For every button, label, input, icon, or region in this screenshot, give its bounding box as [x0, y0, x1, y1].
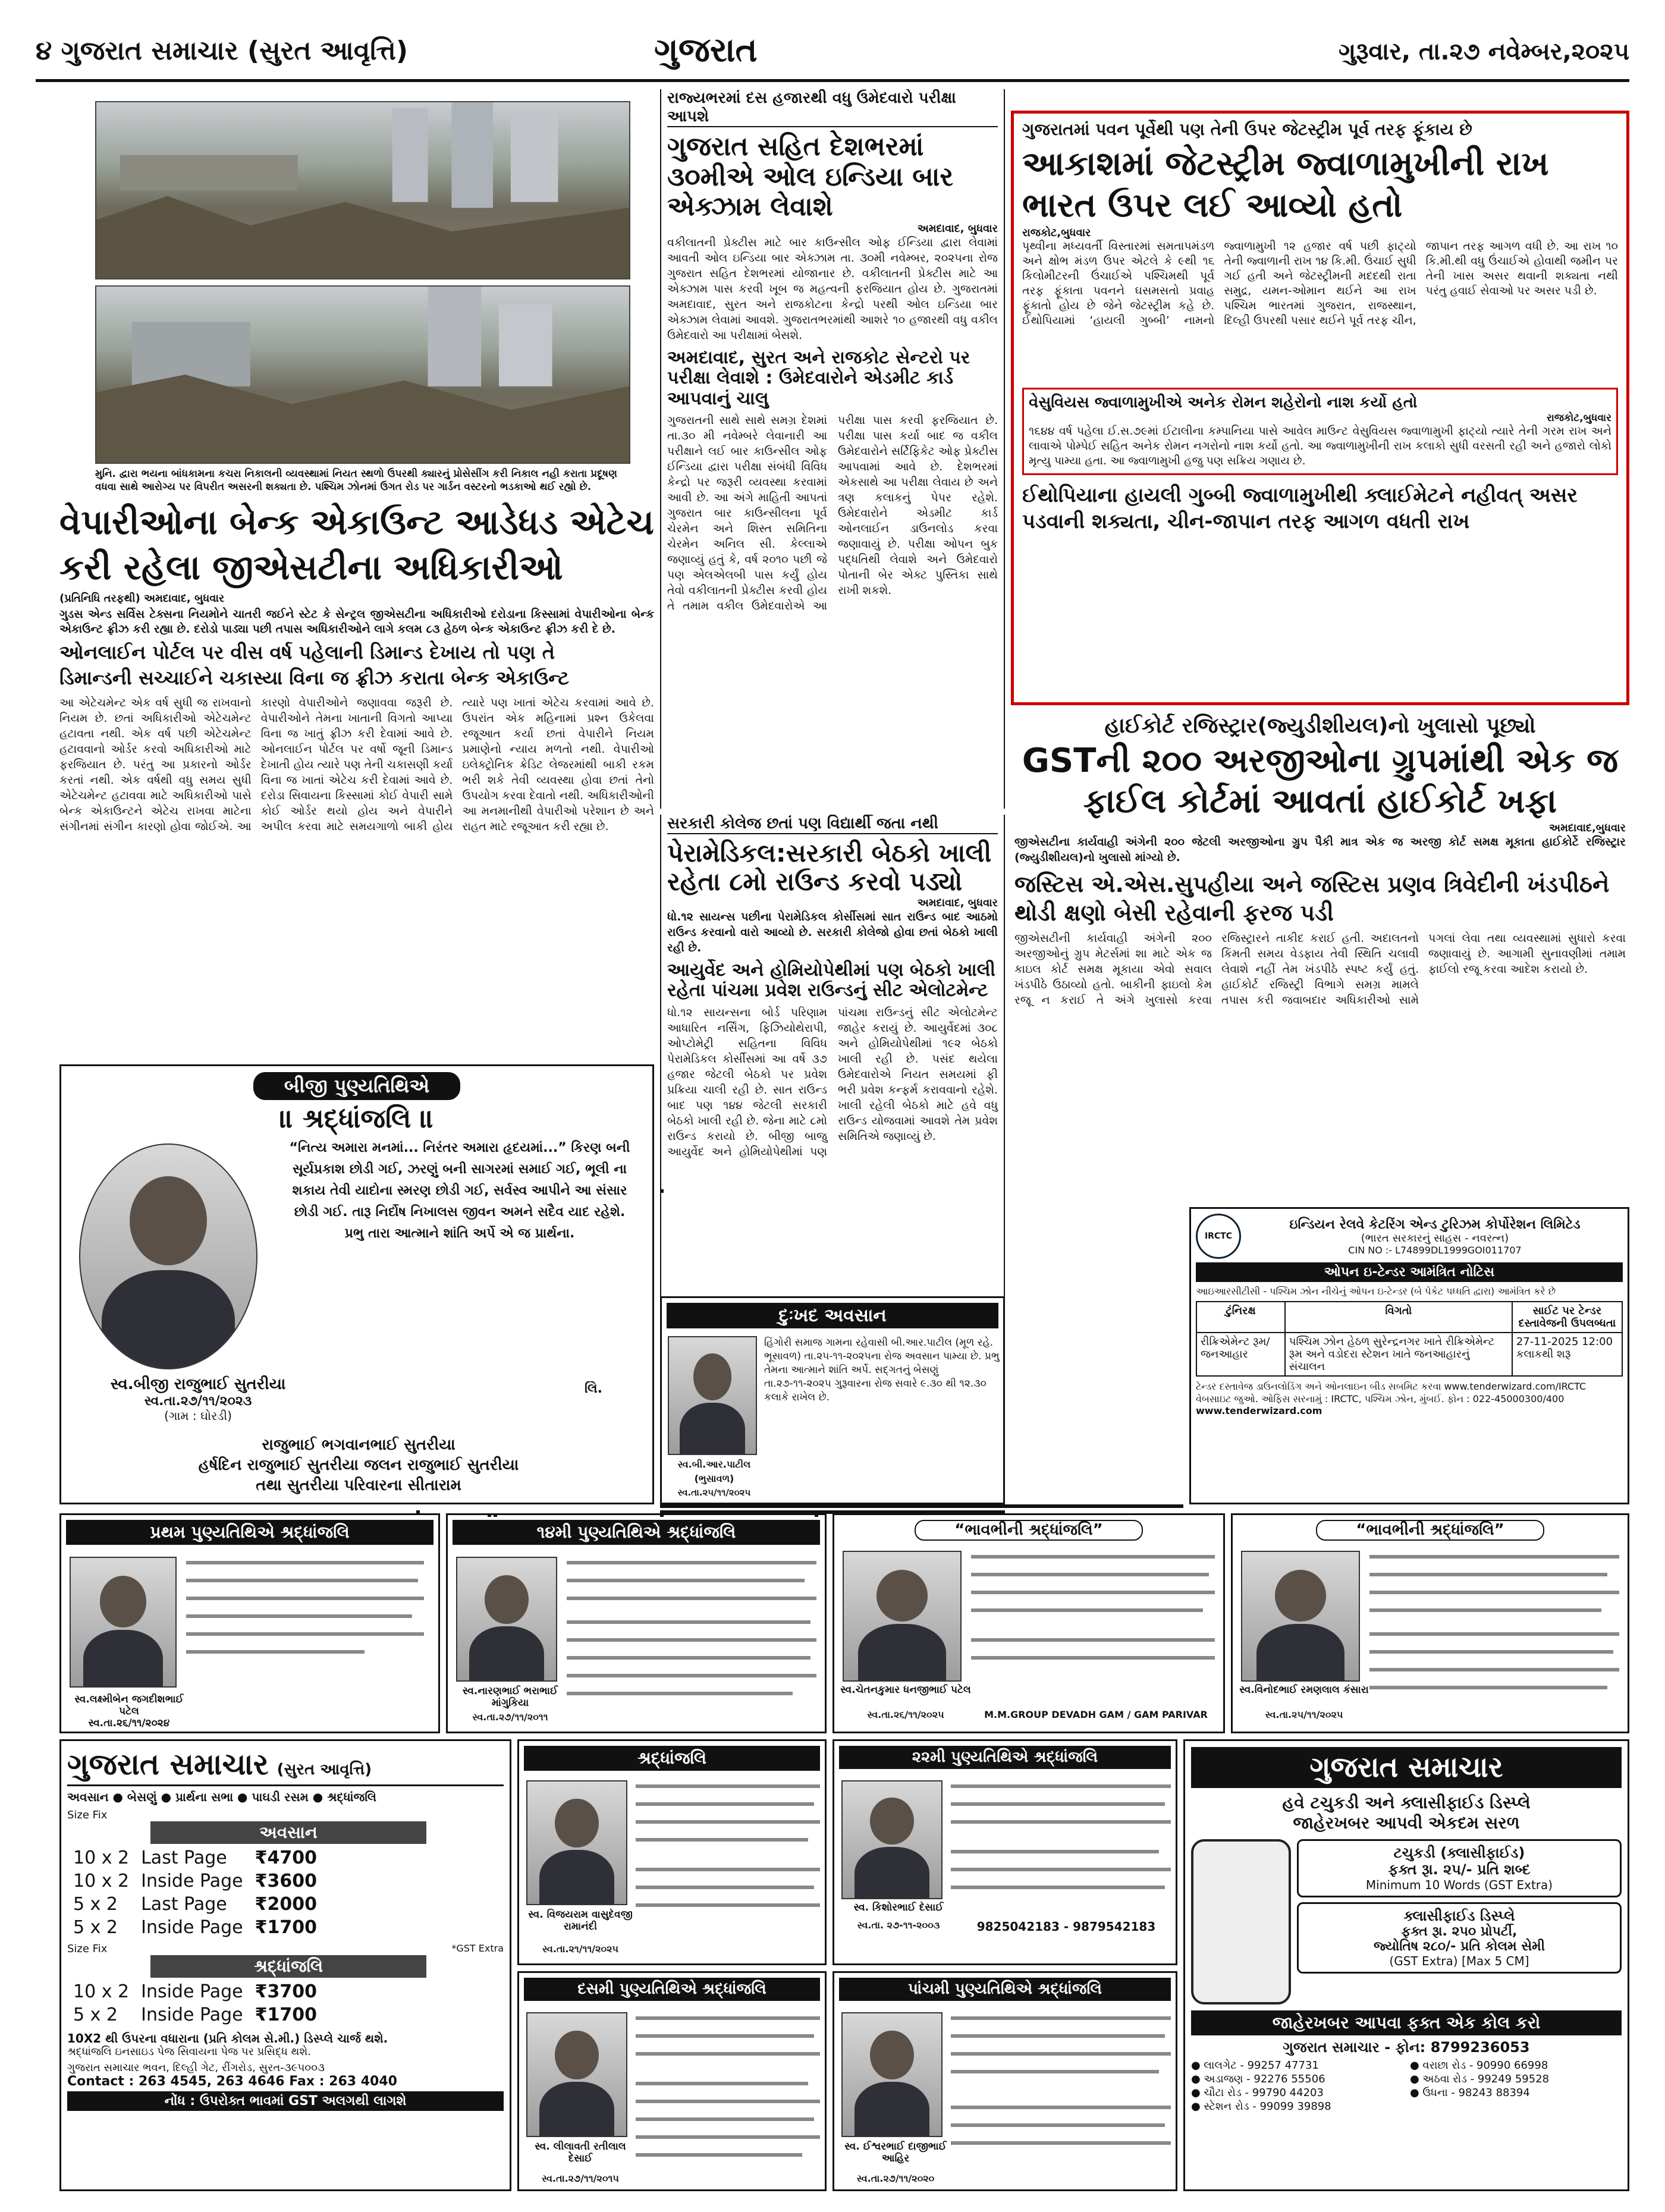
ad-14th-anniversary	[446, 1513, 827, 1733]
tender-cin: CIN NO :- L74899DL1999GOI011707	[1348, 1244, 1522, 1256]
obit-poem: “નિત્ય અમારા મનમાં... નિરંતર અમારા હૃદયમાં...” કિરણ બની સૂર્યપ્રકાશ છોડી ગઈ, ઝરણું બની સાગરમાં સમાઈ ગઈ, ભૂલી ના શકાય તેવી યાદોના સ્મરણ છોડી ગઈ, સર્વસ્વ આપીને આ સંસાર છોડી ગઈ. તારૂ નિર્દોષ નિખાલસ જીવન અમને સદૈવ યાદ રહેશે. પ્રભુ તારા આત્માને શાંતિ અર્પે એ જ પ્રાર્થના.	[289, 1140, 630, 1241]
obit-date: સ્વ.તા.૨૭/૧૧/૨૦૨૩	[144, 1394, 252, 1409]
rate-price: ₹3700	[255, 1981, 317, 2002]
gst-dateline: અમદાવાદ, બુધવાર	[144, 592, 225, 605]
vesuvius-title: વેસુવિયસ જ્વાળામુખીએ અનેક રોમન શહેરોનો નાશ કર્યો હતો	[1029, 394, 1418, 411]
highcourt-kicker: હાઈકોર્ટ રજિસ્ટ્રાર(જ્યુડીશીયલ)નો ખુલાસો પૂછ્યો	[1104, 714, 1536, 738]
rate-price: ₹1700	[255, 2004, 317, 2025]
jetstream-story	[1011, 111, 1629, 705]
bar-exam-subhead: અમદાવાદ, સુરત અને રાજકોટ સેન્ટરો પર પરીક્ષા લેવાશે : ઉમેદવારોને એડમીટ કાર્ડ આપવાનું ચાલુ	[667, 347, 970, 409]
jetstream-bottom-headline: ઈથોપિયાના હાયલી ગુબ્બી જ્વાળામુખીથી ક્લાઈમેટને નહીવત્ અસર પડવાની શક્યતા, ચીન-જાપાન તરફ આગળ વધતી રાખ	[1022, 483, 1578, 533]
rate-page: Last Page	[141, 1847, 227, 1868]
ad-bhav1-title: “ભાવભીની શ્રદ્ધાંજલિ”	[915, 1520, 1143, 1541]
ad-first-anniversary	[59, 1513, 440, 1733]
paramedical-dateline: અમદાવાદ, બુધવાર	[917, 896, 998, 909]
ad-bhav1-portrait	[843, 1551, 962, 1682]
obituary-main	[59, 1064, 654, 1504]
ad-14th-title: ૧૪મી પુણ્યતિથિએ શ્રદ્ધાંજલિ	[453, 1520, 820, 1545]
classified-box2-max: (GST Extra) [Max 5 CM]	[1389, 1954, 1529, 1968]
obit-li: લિ.	[585, 1381, 602, 1396]
gst-body: આ એટેચમેન્ટ એક વર્ષ સુધી જ રાખવાનો નિયમ છે. છતાં અધિકારીઓ એટેચમેન્ટ હટાવતા નથી. એક વર્ષ પછી એટેચમેન્ટ હટાવવાનો ઓર્ડર કરવો અધિકારીઓ માટે ફરજિયાત છે. પરંતુ આ પ્રકારનો ઓર્ડર કરતાં નથી. એક વર્ષથી વધુ સમય સુધી એટેચમેન્ટ હટાવવા માટે અધિકારીઓ પાસે બેન્ક એકાઉન્ટને એટેચ રાખવા માટેના સંગીનમાં સંગીન કારણો હોવા જોઈએ. આ કારણો વેપારીઓને જણાવવા જરૂરી છે. વેપારીઓને તેમના ખાતાની વિગતો આપ્યા વિના જ ખાતું ફ્રીઝ કરી દેવામાં આવે છે. ઓનલાઈન પોર્ટલ પર વર્ષો જૂની ડિમાન્ડ દેખાતી હોય ત્યારે પણ તેની ચકાસણી કર્યા વિના જ ખાતાં એટેચ કરી દેવામાં આવે છે. દરોડા સિવાયના કિસ્સામાં કોઈ વેપારી સામે કોઈ ઓર્ડર થયો હોય અને વેપારીને અપીલ કરવા માટે સમયગાળો બાકી હોય ત્યારે પણ ખાતાં એટેચ કરવામાં આવે છે. ઉપરાંત એક મહિનામાં પ્રશ્ન ઉકેલવા રજૂઆત કર્યા છતાં વેપારીને નિયમ પ્રમાણેનો ન્યાય મળતો નથી. વેપારીઓ ઇલેક્ટ્રોનિક ક્રેડિટ લેજરમાંથી બાકી રકમ ભરી શકે તેવી વ્યવસ્થા હોવા છતાં તેનો ઉપયોગ કરવા દેવાતો નથી. અધિકારીઓની આ મનમાનીથી વેપારીઓ પરેશાન છે અને રાહત માટે રજૂઆત કરી રહ્યા છે.	[59, 696, 654, 833]
obit-family-line: તથા સુતરીયા પરિવારના સીતારામ	[256, 1476, 461, 1494]
ratecard-table-2	[67, 1980, 323, 2026]
news-photo-top	[95, 101, 630, 279]
dukhad-name: સ્વ.બી.આર.પાટીલ	[677, 1459, 751, 1470]
gst-subhead-1: ઓનલાઈન પોર્ટલ પર વીસ વર્ષ પહેલાની ડિમાન્ડ દેખાય તો પણ તે	[59, 641, 555, 664]
paramedical-kicker: સરકારી કોલેજ છતાં પણ વિદ્યાર્થી જતા નથી	[667, 815, 998, 834]
rate-price: ₹1700	[255, 1917, 317, 1938]
classified-line-1: હવે ટચુકડી અને ક્લાસીફાઈડ ડિસ્પ્લે	[1282, 1793, 1531, 1812]
ad-first-portrait	[70, 1557, 177, 1688]
rate-price: ₹2000	[255, 1894, 317, 1915]
highcourt-story	[1011, 714, 1629, 1201]
classified-phone-list	[1191, 2059, 1622, 2113]
obit-banner: બીજી પુણ્યતિથિએ	[253, 1072, 460, 1100]
gst-byline: (પ્રતિનિધિ તરફથી)	[59, 592, 140, 605]
bar-exam-body: વકીલાતની પ્રેક્ટીસ માટે બાર કાઉન્સીલ ઓફ ઈન્ડિયા દ્વારા લેવામાં આવતી ઓલ ઇન્ડિયા બાર એક્ઝામ તા. ૩૦મી નવેમ્બર, ૨૦૨૫ના રોજ ગુજરાત સહિત દેશભરમાં યોજાનાર છે. વકીલાતની પ્રેક્ટીસ માટે આ એક્ઝામ પાસ કરવી ખૂબ જ મહત્વની ફરજિયાત હોય છે. ગુજરાતમાં અમદાવાદ, સુરત અને રાજકોટના કેન્દ્રો પરથી ઓલ ઇન્ડિયા બાર એક્ઝામ લેવામાં આવશે. ગુજરાતભરમાંથી આશરે ૧૦ હજારથી વધુ વકીલ ઉમેદવારો આ પરીક્ષામાં બેસશે.	[667, 235, 998, 342]
classified-brand: ગુજરાત સમાચાર	[1191, 1747, 1622, 1788]
obit-village: (ગામ : ઘોરડી)	[164, 1409, 232, 1423]
ad-22nd-date: સ્વ.તા. ૨૭-૧૧-૨૦૦૩	[857, 1919, 940, 1931]
jetstream-headline: આકાશમાં જેટસ્ટ્રીમ જ્વાળામુખીની રાખ ભારત ઉપર લઈ આવ્યો હતો	[1022, 144, 1549, 225]
ad-shraddhanjali	[517, 1739, 827, 1965]
ad-10th-text	[636, 2012, 820, 2167]
paramedical-headline: પેરામેડિકલ:સરકારી બેઠકો ખાલી રહેતા ૮મો રાઉન્ડ કરવો પડ્યો	[667, 838, 992, 897]
ad-10th-title: દસમી પુણ્યતિથિએ શ્રદ્ધાંજલિ	[524, 1978, 820, 2001]
classified-ad	[1183, 1739, 1629, 2191]
ad-14th-date: સ્વ.તા.૨૭/૧૧/૨૦૧૧	[472, 1711, 548, 1723]
jetstream-dateline: રાજકોટ,બુધવાર	[1022, 227, 1091, 239]
paramedical-lead: ધો.૧૨ સાયન્સ પછીના પેરામેડિકલ કોર્સીસમાં સાત રાઉન્ડ બાદ આઠમો રાઉન્ડ કરવાનો વારો આવ્યો છે. સરકારી કોલેજો હોવા છતાં બેઠકો ખાલી રહી છે.	[667, 910, 998, 954]
highcourt-lead: જીએસટીના કાર્યવાહી અંગેની ૨૦૦ જેટલી અરજીઓના ગ્રુપ પૈકી માત્ર એક જ અરજી કોર્ટ સમક્ષ મૂકાતા હાઈકોર્ટે રજિસ્ટ્રાર (જ્યુડીશીયલ)નો ખુલાસો માંગ્યો છે.	[1014, 835, 1626, 864]
highcourt-subhead: જસ્ટિસ એ.એસ.સુપહીયા અને જસ્ટિસ પ્રણવ ત્રિવેદીની ખંડપીઠને થોડી ક્ષણો બેસી રહેવાની ફરજ પડી	[1014, 871, 1610, 926]
ratecard-gst-extra: *GST Extra	[451, 1943, 504, 1954]
tender-col-header: વિગતો	[1285, 1302, 1512, 1333]
rate-size: 10 x 2	[73, 1847, 130, 1868]
rate-size: 5 x 2	[73, 2004, 118, 2025]
ad-bhav1-name: સ્વ.ચેતનકુમાર ધનજીભાઈ પટેલ	[840, 1684, 971, 1696]
bar-exam-headline: ગુજરાત સહિત દેશભરમાં ૩૦મીએ ઓલ ઇન્ડિયા બાર એક્ઝામ લેવાશે	[667, 131, 954, 222]
jetstream-body: પૃથ્વીના મધ્યવર્તી વિસ્તારમાં સમતાપમંડળ અને ક્ષોભ મંડળ ઉપર એટલે કે ૯થી ૧૬ કિલોમીટરની ઉંચાઈએ પશ્ચિમથી પૂર્વ તરફ ફૂંકાતા પવનને ઘસમસતો પ્રવાહ ફૂંકાતો હોય છે જેને જેટસ્ટ્રીમ કહે છે. ઈથોપિયામાં ‘હાયલી ગુબ્બી’ નામનો જ્વાળામુખી ૧૨ હજાર વર્ષ પછી ફાટ્યો તેની જ્વાળાની રાખ ૧૪ કિ.મી. ઉંચાઈ સુધી ગઈ હતી અને જેટસ્ટ્રીમની મદદથી રાતા સમુદ્ર, યમન-ઓમાન થઈને આ રાખ પશ્ચિમ ભારતમાં ગુજરાત, રાજસ્થાન, દિલ્હી ઉપરથી પસાર થઈને પૂર્વ તરફ ચીન, જાપાન તરફ આગળ વધી છે. આ રાખ ૧૦ કિ.મી.થી વધુ ઉંચાઈએ હોવાથી જમીન પર તેની ખાસ અસર થવાની શક્યતા નથી પરંતુ હવાઈ સેવાઓ પર અસર પડી છે.	[1022, 240, 1618, 327]
ratecard-contact: Contact : 263 4545, 263 4646 Fax : 263 4040	[67, 2074, 397, 2089]
photo-caption: મુનિ. દ્વારા ભયના બાંધકામના કચરા નિકાલની વ્યવસ્થામાં નિયત સ્થળો ઉપરથી ક્યારનું પ્રોસેસીંગ કરી નિકાલ નહી કરાતા પ્રદૂષણ વધવા સાથે આરોગ્ય પર વિપરીત અસરની શક્યતા છે. પશ્ચિમ ઝોનમાં ઉગત રોડ પર ગાર્ડન વસ્ટરનો ભડકાઓ થઈ રહ્યો છે.	[95, 468, 618, 493]
classified-line-2: જાહેરખબર આપવી એકદમ સરળ	[1293, 1813, 1520, 1833]
phone-graphic	[1191, 1839, 1291, 2004]
ad-shraddh-text	[636, 1780, 820, 1929]
ratecard-address: ગુજરાત સમાચાર ભવન, દિલ્હી ગેટ, રીંગરોડ, સુરત-૩૯૫૦૦૩	[67, 2062, 325, 2074]
ad-5th-portrait	[841, 2012, 943, 2137]
rate-size: 5 x 2	[73, 1917, 118, 1938]
ad-22nd-name: સ્વ. કિશોરભાઈ દેસાઈ	[853, 1902, 944, 1913]
classified-box2-title: ક્લાસીફાઈડ ડિસ્પ્લે	[1403, 1908, 1515, 1924]
classified-phone-main: ગુજરાત સમાચાર - ફોન: 8799236053	[1283, 2039, 1530, 2056]
ad-bhavbhini-1	[832, 1513, 1225, 1733]
rate-price: ₹4700	[255, 1847, 317, 1868]
tender-footer: ટેન્ડર દસ્તાવેજ ડાઉનલોડિંગ અને ઓનલાઇન બીડ સબમિટ કરવા www.tenderwizard.com/IRCTC વેબસાઇટ જુઓ. ઓફિસ સરનામું : IRCTC, પશ્ચિમ ઝોન, મુંબઈ. ફોન : 022-45000300/400	[1196, 1381, 1587, 1405]
dukhad-title: દુઃખદ અવસાન	[667, 1303, 998, 1328]
tender-table	[1196, 1301, 1623, 1377]
ratecard-edition: (સુરત આવૃત્તિ)	[277, 1761, 372, 1779]
ad-14th-text	[567, 1557, 816, 1711]
branch-phone: ● લાલગેટ - 99257 47731	[1191, 2059, 1319, 2072]
classified-box1-rate: ફક્ત રૂા. ૨૫/- પ્રતિ શબ્દ	[1388, 1861, 1531, 1878]
ad-shraddh-date: સ્વ.તા.૨૧/૧૧/૨૦૨૫	[542, 1943, 619, 1955]
vesuvius-body: ૧૬૪૪ વર્ષ પહેલા ઈ.સ.૭૯માં ઈટાલીના કમ્પાનિયા પાસે આવેલ માઉન્ટ વેસુવિયસ જ્વાળામુખી ફાટ્યો ત્યારે તેની ગરમ રાખ અને લાવાએ પોમ્પેઈ સહિત અનેક રોમન નગરોનો નાશ કર્યો હતો. આ જ્વાળામુખીની રાખ કલાકો સુધી વરસતી રહી અને હજારો લોકો મૃત્યુ પામ્યા હતા. આ જ્વાળામુખી હજુ પણ સક્રિય ગણાય છે.	[1029, 424, 1611, 467]
irctc-tender	[1189, 1207, 1629, 1504]
irctc-logo: IRCTC	[1196, 1214, 1241, 1259]
ratecard-size-fix: Size Fix	[67, 1809, 108, 1821]
branch-phone: ● વરાછા રોડ - 90990 66998	[1410, 2059, 1548, 2072]
obit-name: સ્વ.બીજી રાજુભાઈ સુતરીયા	[110, 1375, 286, 1393]
vesuvius-inset	[1022, 388, 1618, 475]
bar-exam-dateline: અમદાવાદ, બુધવાર	[917, 222, 998, 235]
ad-first-name: સ્વ.લક્ષ્મીબેન જગદીશભાઈ પટેલ	[74, 1693, 184, 1717]
obit-portrait	[79, 1143, 257, 1369]
tender-col-header: ટુંનિરક્ષ	[1196, 1302, 1285, 1333]
ad-bhav2-title: “ભાવભીની શ્રદ્ધાંજલિ”	[1316, 1520, 1544, 1541]
ad-shraddh-title: શ્રદ્ધાંજલિ	[524, 1746, 820, 1771]
branch-phone: ● ઉધના - 98243 88394	[1410, 2087, 1530, 2099]
ad-bhav1-date: સ્વ.તા.૨૬/૧૧/૨૦૨૫	[867, 1709, 944, 1720]
ad-10th-anniversary	[517, 1971, 827, 2191]
classified-box1-title: ટચુકડી (ક્લાસીફાઈડ)	[1393, 1845, 1525, 1861]
ad-22nd-text	[951, 1780, 1171, 1893]
dukhad-body: હિંગોરી સમાજ ગામના રહેવાસી બી.આર.પાટીલ (મૂળ રહે. ભૂસાવળ) તા.૨૫-૧૧-૨૦૨૫ના રોજ અવસાન પામ્યા છે. પ્રભુ તેમના આત્માને શાંતિ અર્પે. સદ્ગતનું બેસણું તા.૨૭-૧૧-૨૦૨૫ ગુરૂવારના રોજ સવારે ૯.૩૦ થી ૧૨.૩૦ કલાકે રાખેલ છે.	[764, 1337, 1000, 1403]
section-title: ગુજરાત	[654, 31, 758, 70]
ad-bhav2-date: સ્વ.તા.૨૫/૧૧/૨૦૨૫	[1265, 1709, 1343, 1720]
ratecard-size-fix-2: Size Fix	[67, 1943, 108, 1955]
gst-story	[59, 499, 654, 1058]
ad-5th-date: સ્વ.તા.૨૭/૧૧/૨૦૨૦	[856, 2173, 935, 2184]
obit-family-line: રાજુભાઈ ભગવાનભાઈ સુતરીયા	[262, 1436, 455, 1454]
ad-10th-portrait	[526, 2012, 627, 2137]
gst-subhead-2: ડિમાન્ડની સચ્ચાઈને ચકાસ્યા વિના જ ફ્રીઝ કરાતા બેન્ક એકાઉન્ટ	[59, 666, 569, 689]
dukhad-place: (ભુસાવળ)	[694, 1473, 734, 1484]
rate-size: 10 x 2	[73, 1981, 130, 2002]
rate-page: Inside Page	[141, 1981, 243, 2002]
bar-exam-body-2: ગુજરાતની સાથે સાથે સમગ્ર દેશમાં તા.૩૦ મી નવેમ્બરે લેવાનારી આ પરીક્ષાને લઈ બાર કાઉન્સીલ ઓફ ઈન્ડિયા દ્વારા પરીક્ષા સંબંધી વિવિધ કેન્દ્રો પર જરૂરી વ્યવસ્થા કરવામાં આવી છે. આ અંગે માહિતી આપતાં ગુજરાત બાર કાઉન્સીલના પૂર્વ ચેરમેન અને શિસ્ત સમિતિના ચેરમેન અનિલ સી. કેલ્લાએ જણાવ્યું હતું કે, વર્ષ ૨૦૧૦ પછી જે પણ એલએલબી પાસ કર્યું હોય તેવો વકીલાતની પ્રેક્ટીસ કરવી હોય તે તમામ વકીલ ઉમેદવારોએ આ પરીક્ષા પાસ કરવી ફરજિયાત છે. પરીક્ષા પાસ કર્યા બાદ જ વકીલ ઉમેદવારોને સર્ટિફિકેટ ઓફ પ્રેક્ટીસ આપવામાં આવે છે. દેશભરમાં એકસાથે આ પરીક્ષા લેવાય છે અને ત્રણ કલાકનું પેપર રહેશે. ઉમેદવારોને એડમીટ કાર્ડ ઓનલાઈન ડાઉનલોડ કરવા જણાવાયું છે. પરીક્ષા ઓપન બુક પદ્ધતિથી લેવાશે અને ઉમેદવારો પોતાની બેર એક્ટ પુસ્તિકા સાથે રાખી શકશે.	[667, 414, 998, 613]
page-label: ૪ ગુજરાત સમાચાર (સુરત આવૃત્તિ)	[36, 36, 408, 66]
rate-page: Inside Page	[141, 2004, 243, 2025]
ad-14th-name: સ્વ.નારણભાઈ ભરાભાઈ માંગુકિયા	[462, 1685, 558, 1709]
ratecard-note-1: 10X2 થી ઉપરના વધારાના (પ્રતિ કોલમ સે.મી.) ડિસ્પ્લે ચાર્જ થશે.	[67, 2031, 388, 2046]
branch-phone: ● સ્ટેશન રોડ - 99099 39898	[1191, 2100, 1331, 2113]
ad-5th-anniversary	[832, 1971, 1177, 2191]
divider	[660, 1504, 1183, 1508]
ad-bhav2-text	[1369, 1551, 1619, 1705]
branch-phone: ● અડાજણ - 92276 55506	[1191, 2073, 1325, 2085]
ad-bhav2-portrait	[1241, 1551, 1360, 1682]
classified-box2-rate-2: જ્યોતિષ ૨૮૦/- પ્રતિ કોલમ સેમી	[1374, 1939, 1545, 1954]
classified-box1-min: Minimum 10 Words (GST Extra)	[1365, 1878, 1553, 1892]
jetstream-kicker: ગુજરાતમાં પવન પૂર્વેથી પણ તેની ઉપર જેટસ્ટ્રીમ પૂર્વ તરફ ફૂંકાય છે	[1022, 120, 1472, 139]
ad-14th-portrait	[456, 1557, 557, 1682]
classified-box2-rate: ફક્ત રૂા. ૨૫૦ પ્રોપર્ટી,	[1401, 1924, 1518, 1939]
divider	[660, 1189, 664, 1193]
ad-22nd-title: ૨૨મી પુણ્યતિથિએ શ્રદ્ધાંજલિ	[839, 1746, 1171, 1769]
dukhad-portrait	[668, 1336, 757, 1455]
issue-date: ગુરૂવાર, તા.૨૭ નવેમ્બર,૨૦૨૫	[1339, 38, 1629, 65]
rate-card	[59, 1739, 511, 2191]
dukhad-date: સ્વ.તા.૨૫/૧૧/૨૦૨૫	[677, 1487, 751, 1498]
highcourt-headline: GSTની ૨૦૦ અરજીઓના ગ્રુપમાંથી એક જ ફાઈલ કોર્ટમાં આવતાં હાઈકોર્ટ ખફા	[1022, 741, 1619, 821]
rate-page: Inside Page	[141, 1871, 243, 1891]
ad-first-title: પ્રથમ પુણ્યતિથિએ શ્રદ્ધાંજલિ	[66, 1520, 433, 1545]
bar-exam-kicker: રાજ્યભરમાં દસ હજારથી વધુ ઉમેદવારો પરીક્ષા આપશે	[667, 89, 998, 127]
ad-22nd-phone: 9825042183 - 9879542183	[976, 1919, 1156, 1934]
ad-10th-date: સ્વ.તા.૨૭/૧૧/૨૦૧૫	[542, 2173, 619, 2184]
rate-page: Inside Page	[141, 1917, 243, 1938]
ad-5th-text	[951, 2012, 1171, 2167]
rate-price: ₹3600	[255, 1871, 317, 1891]
ratecard-sec2: શ્રદ્ધાંજલિ	[150, 1955, 426, 1978]
ratecard-brand: ગુજરાત સમાચાર	[67, 1747, 269, 1781]
obit-title: ॥ શ્રદ્ધાંજલિ ॥	[279, 1104, 434, 1134]
rate-page: Last Page	[141, 1894, 227, 1915]
ratecard-sec1: અવસાન	[150, 1821, 426, 1844]
ratecard-note-2: શ્રદ્ધાંજલિ ઇનસાઇડ પેજ સિવાયના પેજ પર પ્રસિદ્ધ થશે.	[67, 2046, 311, 2058]
ad-shraddh-name: સ્વ. વિજયરામ વાસુદેવજી રામાનંદી	[528, 1909, 633, 1933]
rate-size: 5 x 2	[73, 1894, 118, 1915]
ad-first-text	[186, 1557, 430, 1676]
branch-phone: ● અઠવા રોડ - 99249 59528	[1410, 2073, 1550, 2085]
vesuvius-dateline: રાજકોટ,બુધવાર	[1546, 411, 1611, 424]
tender-org-sub: (ભારત સરકારનું સાહસ - નવરત્ન)	[1361, 1231, 1509, 1245]
obit-family	[85, 1435, 632, 1495]
ad-bhav1-text	[971, 1551, 1215, 1664]
ad-first-date: સ્વ.તા.૨૬/૧૧/૨૦૨૪	[88, 1717, 170, 1729]
highcourt-body: જીએસટીની કાર્યવાહી અંગેની ૨૦૦ અરજીઓનું ગ્રુપ મેટર્સમાં શા માટે એક જ કાઇલ કોર્ટ સમક્ષ મૂકાયા એવો સવાલ ખંડપીઠે ઉઠાવ્યો હતો. બાકીની ફાઇલો કેમ રજૂ ન કરાઈ તે અંગે ખુલાસો કરવા રજિસ્ટ્રારને તાકીદ કરાઈ હતી. અદાલતનો કિંમતી સમય વેડફાય તેવી સ્થિતિ ચલાવી લેવાશે નહીં તેમ ખંડપીઠે સ્પષ્ટ કર્યું હતું. હાઈકોર્ટ રજિસ્ટ્રી વિભાગે સમગ્ર મામલે તપાસ કરી જવાબદાર અધિકારીઓ સામે પગલાં લેવા તથા વ્યવસ્થામાં સુધારો કરવા જણાવાયું છે. આગામી સુનાવણીમાં તમામ ફાઈલો રજૂ કરવા આદેશ કરાયો છે.	[1014, 932, 1626, 1007]
paramedical-body: ધો.૧૨ સાયન્સના બોર્ડ પરિણામ આધારિત નર્સિંગ, ફિઝિયોથેરાપી, ઓપ્ટોમેટ્રી સહિતના વિવિધ પેરામેડિકલ કોર્સીસમાં આ વર્ષે ૩૭ હજાર જેટલી બેઠકો પર પ્રવેશ પ્રક્રિયા ચાલી રહી છે. સાત રાઉન્ડ બાદ પણ ૧૪૪ જેટલી સરકારી બેઠકો ખાલી રહી છે. જેના માટે ૮મો રાઉન્ડ કરાયો છે. બીજી બાજુ આયુર્વેદ અને હોમિયોપેથીમાં પણ પાંચમા રાઉન્ડનું સીટ એલોટમેન્ટ જાહેર કરાયું છે. આયુર્વેદમાં ૩૦૮ અને હોમિયોપેથીમાં ૧૯૨ બેઠકો ખાલી રહી છે. પસંદ થયેલા ઉમેદવારોએ નિયત સમયમાં ફી ભરી પ્રવેશ કન્ફર્મ કરાવવાનો રહેશે. ખાલી રહેલી બેઠકો માટે હવે વધુ રાઉન્ડ યોજવામાં આવશે તેમ પ્રવેશ સમિતિએ જણાવ્યું છે.	[667, 1006, 998, 1158]
ratecard-gst-note: નોંધ : ઉપરોક્ત ભાવમાં GST અલગથી લાગશે	[67, 2091, 504, 2111]
tender-cell: રીક્રિએમેન્ટ રૂમ/ જનઆહાર	[1196, 1333, 1285, 1376]
ad-5th-name: સ્વ. ઈશ્વરભાઈ દાજીભાઈ આહિર	[844, 2141, 947, 2164]
news-photo-bottom	[95, 285, 630, 464]
ad-shraddh-portrait	[526, 1780, 627, 1905]
gst-lead: ગુડસ એન્ડ સર્વિસ ટેક્સના નિયમોને ચાતરી જઈને સ્ટેટ કે સેન્ટ્રલ જીએસટીના અધિકારીઓ દરોડાના કિસ્સામાં વેપારીઓના બેન્ક એકાઉન્ટ ફ્રીઝ કરી રહ્યા છે. દરોડો પાડ્યા પછી તપાસ અધિકારીઓને લાગે કલમ ૮૩ હેઠળ બેન્ક એકાઉન્ટ ફ્રીઝ કરી દે છે.	[59, 608, 654, 636]
tender-cell: પશ્ચિમ ઝોન હેઠળ સુરેન્દ્રનગર ખાતે રીક્રિએમેન્ટ રૂમ અને વડોદરા સ્ટેશન ખાતે જનઆહારનું સંચાલન	[1285, 1333, 1512, 1376]
ratecard-table-1	[67, 1846, 323, 1939]
tender-org: ઇન્ડિયન રેલવે કેટરિંગ એન્ડ ટુરિઝમ કોર્પોરેશન લિમિટેડ	[1289, 1217, 1581, 1232]
tender-intro: આઇઆરસીટીસી - પશ્ચિમ ઝોન નીચેનું ઓપન ઇ-ટેન્ડર (બે પેકેટ પધ્ધતિ દ્વારા) આમંત્રિત કરે છે	[1196, 1286, 1556, 1297]
ad-22nd-anniversary	[832, 1739, 1177, 1965]
ad-bhavbhini-2	[1231, 1513, 1629, 1733]
rate-size: 10 x 2	[73, 1871, 130, 1891]
ad-5th-title: પાંચમી પુણ્યતિથિએ શ્રદ્ધાંજલિ	[839, 1978, 1171, 2001]
ad-bhav2-name: સ્વ.વિનોદભાઈ રમણલાલ કંસારા	[1239, 1684, 1369, 1696]
ad-bhav1-footer: M.M.GROUP DEVADH GAM / GAM PARIVAR	[984, 1709, 1208, 1720]
highcourt-dateline: અમદાવાદ,બુધવાર	[1549, 822, 1626, 834]
obituary-dukhad-avsan	[660, 1296, 1005, 1504]
ad-10th-name: સ્વ. લીલાવતી રતીલાલ દેસાઈ	[535, 2141, 626, 2164]
tender-site-link[interactable]: www.tenderwizard.com	[1196, 1405, 1322, 1416]
ratecard-tagline: અવસાન ● બેસણું ● પ્રાર્થના સભા ● પાઘડી રસમ ● શ્રદ્ધાંજલિ	[67, 1790, 377, 1804]
page-masthead	[36, 23, 1629, 82]
branch-phone: ● ચૌટા રોડ - 99790 44203	[1191, 2087, 1324, 2099]
gst-headline: વેપારીઓના બેન્ક એકાઉન્ટ આડેધડ એટેચ કરી રહેલા જીએસટીના અધિકારીઓ	[59, 502, 654, 587]
tender-title: ઓપન ઇ-ટેન્ડર આમંત્રિત નોટિસ	[1196, 1262, 1623, 1282]
paramedical-subhead: આયુર્વેદ અને હોમિયોપેથીમાં પણ બેઠકો ખાલી રહેતા પાંચમા પ્રવેશ રાઉન્ડનું સીટ એલોટમેન્ટ	[667, 959, 995, 1001]
ad-22nd-portrait	[841, 1780, 943, 1899]
tender-cell: 27-11-2025 12:00 કલાકથી શરૂ	[1512, 1333, 1622, 1376]
bar-exam-story	[660, 89, 1005, 809]
tender-col-header: સાઈટ પર ટેન્ડર દસ્તાવેજની ઉપલબ્ધતા	[1512, 1302, 1622, 1333]
obit-family-line: હર્ષદિન રાજુભાઈ સુતરીયા જલન રાજુભાઈ સુતરીયા	[198, 1456, 519, 1474]
classified-cta: જાહેરખબર આપવા ફક્ત એક કોલ કરો	[1191, 2010, 1622, 2035]
